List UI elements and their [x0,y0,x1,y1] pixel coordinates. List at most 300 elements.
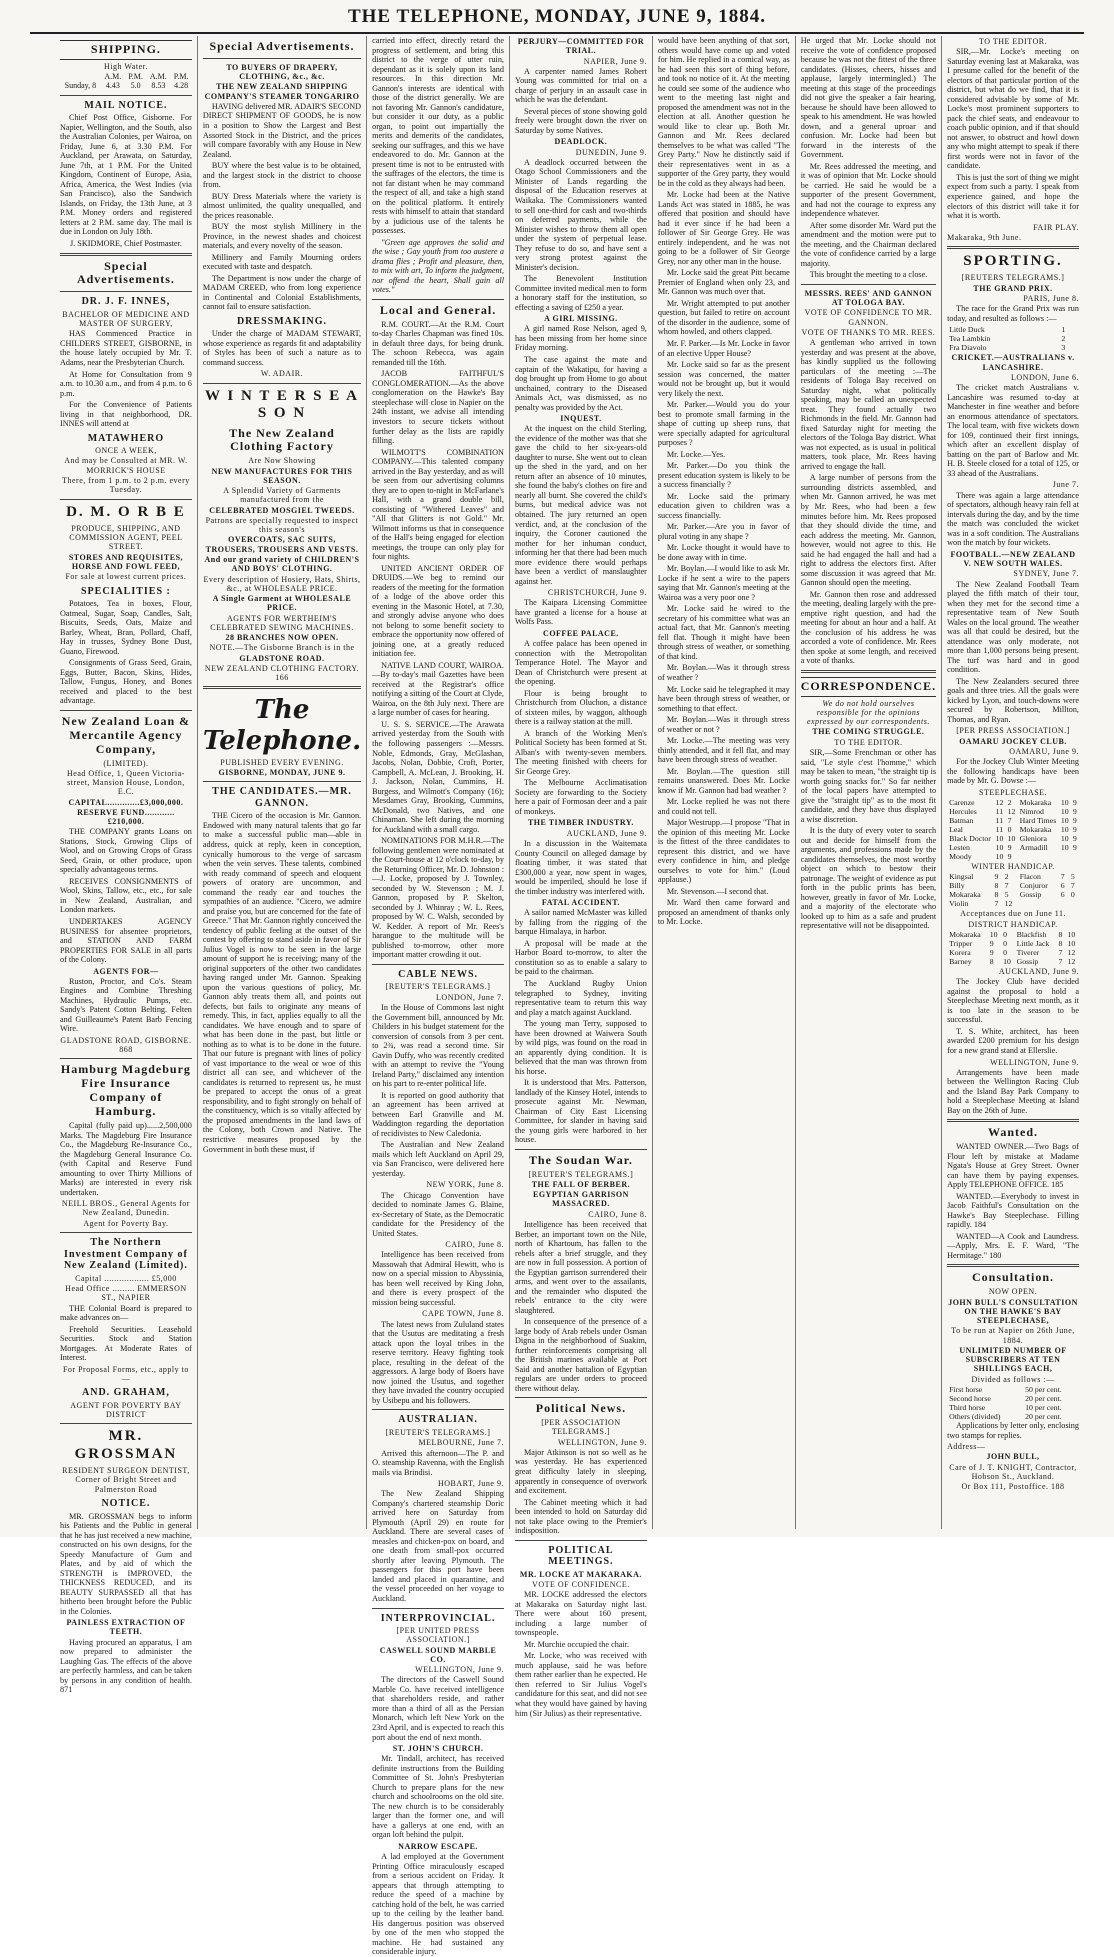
horse-name: Batman [949,815,974,825]
horse-name: Gossip [1016,957,1039,967]
grand-prix-results [947,325,1079,352]
weight-lb: 9 [1072,815,1077,825]
receives-text: RECEIVES CONSIGNMENTS of Wool, Skins, Tallow, etc., etc., for sale in New Zealand, Australian, and London markets. [60,876,192,915]
news-item: The Cabinet meeting which it had been intended to hold on Saturday did not take place owing to the Premier's indisposition. [514,1497,647,1536]
news-item: The Auckland Rugby Union telegraphed to Sydney, inviting representative team to return this way and play a match against Auckland. [514,978,647,1017]
berber-heading: THE FALL OF BERBER. [531,1179,631,1189]
cable-item: The Australian and New Zealand mails which left Auckland on April 29, via San Francisco, were delivered here yesterday. [372,1140,504,1178]
to-editor: TO THE EDITOR. [834,737,903,747]
rees-gannon-heading: MESSRS. REES' AND GANNON AT TOLOGA BAY. [804,288,933,308]
every-description: Every description of Hosiery, Hats, Shirts, &c., at WHOLESALE PRICE. [203,574,361,593]
winter-handicap-table [947,872,1079,908]
splendid-text: A Splendid Variety of Garments manufactured from the [223,486,341,505]
meeting-text: Mr. Stevenson.—I second that. [666,886,769,896]
news-item: A girl named Rose Nelson, aged 9, has been missing from her home since Friday morning. [514,324,647,353]
unlimited-subscribers: UNLIMITED NUMBER OF SUBSCRIBERS AT TEN SHILLINGS EACH, [959,1345,1067,1374]
soudan-heading: The Soudan War. [528,1152,633,1167]
meeting-text: Mr. F. Parker.—Is Mr. Locke in favor of an elective Upper House? [657,338,790,358]
news-item: The Kaipara Licensing Committee have granted a license for a house at Wolfs Pass. [514,598,647,627]
weight-lb: 9 [1072,843,1077,852]
divider [515,1540,647,1541]
steeplechase-heading: STEEPLECHASE. [979,787,1048,797]
tide-header-cell: P.M. [128,72,143,82]
weight-lb: 9 [1072,824,1077,834]
reuters-label: [REUTER'S TELEGRAMS.] [528,1169,634,1179]
weight-lb: 10 [1067,939,1076,949]
weight-st: 8 [1058,939,1063,949]
cable-item: It is reported on good authority that an agreement has been arrived at between Earl Granville and M. Waddington regarding the deportation of recidivistes to New Caledonia. [372,1090,504,1138]
table-row [947,1412,1079,1421]
cable-news-heading: CABLE NEWS. [398,968,478,980]
press-association-label: [PER PRESS ASSOCIATION.] [956,726,1070,736]
st-johns-heading: ST. JOHN'S CHURCH. [392,1744,484,1754]
now-open: NOW OPEN. [988,1287,1038,1297]
prize-label: Second horse [949,1394,991,1404]
stores-sub: For sale at lowest current prices. [65,572,187,582]
dateline: DUNEDIN, June 9. [575,147,647,157]
divided-label: Divided as follows :— [971,1374,1055,1384]
weight-st: 8 [989,957,994,967]
weight-lb: 9 [1072,806,1077,816]
dateline: June 7. [1052,480,1079,490]
weight-lb: 9 [1007,852,1012,862]
weight-lb: 5 [1004,890,1009,900]
meeting-text: Mr. Locke said so far as the present session was concerned, the matter would not be brought up, but it would very likely the next. [657,360,790,398]
meeting-text: Mr. Ward then came forward and proposed an amendment of thanks only to Mr. Locke. [657,898,790,927]
winter-handicap-heading: WINTER HANDICAP. [971,862,1055,872]
postmaster: J. SKIDMORE, Chief Postmaster. [69,239,182,248]
reuters-label: [REUTER'S TELEGRAMS.] [385,982,491,992]
wanted-ad: WANTED—A Cook and Laundress.—Apply, Mrs. E. F. Ward, "The Hermitage." 180 [947,1231,1079,1260]
special-ads-heading: Special Advertisements. [209,39,355,53]
stores-heading: STORES AND REQUISITES, HORSE AND FOWL FEED, [68,552,184,571]
high-water-label: High Water. [104,61,148,71]
weight-lb: 9 [1007,843,1012,852]
horse-name: Billy [949,881,965,891]
notice-heading: NOTICE. [101,1497,151,1509]
dateline: OAMARU, June 9. [1009,746,1079,756]
cable-item: The Chicago Convention have decided to nominate James G. Blaine, ex-Secretary of State, as the Democratic candidate for the Presidency of the United States. [372,1190,504,1238]
weight-lb: 0 [1007,824,1012,834]
graham-sub: AGENT FOR POVERTY BAY DISTRICT [70,1400,182,1420]
inquest-heading: INQUEST. [560,414,602,424]
single-garment: A Single Garment at WHOLESALE PRICE. [212,594,352,613]
weight-st: 7 [1058,957,1063,967]
buy-dress-text: BUY Dress Materials where the variety is almost unlimited, the quality unequalled, and the prices reasonable. [202,191,362,220]
prize-label: Others (divided) [949,1412,1001,1422]
timber-heading: THE TIMBER INDUSTRY. [527,818,634,828]
weight-lb: 0 [1070,890,1075,900]
editorial-quote: "Green age approves the solid and the wise ; Gay youth from too austere a drama flies ; Profit and pleasure, then, to mix with art, To inform the judgment, nor offend the heart, Shall gain all votes." [372,237,504,295]
meeting-text: Mr. Locke replied he was not there and could not tell. [657,797,790,816]
masthead: THE TELEPHONE, MONDAY, JUNE 9, 1884. [30,6,1084,34]
vote-rees-heading: VOTE OF THANKS TO MR. REES. [801,327,936,337]
having-text: HAVING delivered MR. ADAIR'S SECOND DIRECT SHIPMENT OF GOODS, he is now in a position to Show the Largest and Best Assorted Stock in the District, and the prices will compare favorably with any House in New Zealand. [202,101,362,159]
meeting-text: Mr. Murchie occupied the chair. [523,1639,630,1649]
interprovincial-item: A lad employed at the Government Printing Office miraculously escaped from a serious accident on Friday. It appears that through attempting to reduce the speed of a machine by catching hold of the belt, he was carried up to the ceiling by the leather band. His dangerous position was observed by one of the men who stopped the machine. He had sustained any considerable injury. [372,1852,504,1957]
horse-name: Conjuror [1019,881,1048,891]
reserve: RESERVE FUND............£210,000. [77,807,175,827]
tide-row [60,81,192,90]
weight-st: 9 [989,939,994,949]
undertakes-text: UNDERTAKES AGENCY BUSINESS for absentee proprietors, and STATION AND FARM PROPERTIES FOR SALE in all parts of the Colony. [60,917,192,965]
meeting-text: Mr. Locke, who was received with much applause, said he was before them rather earlier than he expected. He then referred to Sir Julius Vogel's candidature for this seat, and did not see what they would have gained by having him (Sir Julius) as their representative. [514,1651,647,1718]
weight-st: 7 [1060,872,1065,882]
nz-loan-limited: (LIMITED). [103,758,149,768]
weight-st: 10 [989,929,998,939]
sport-item: For the Jockey Club Winter Meeting the following handicaps have been made by Mr. G. Dowse :— [947,757,1079,786]
news-item: The Melbourne Acclimatisation Society are forwarding to the Society here a pair of Formosan deer and a pair of monkeys. [514,778,647,816]
news-item: Intelligence has been received that Berber, an important town on the Nile, north of Khartoum, has fallen to the rebels after a brief struggle, and they are now in full possession. A portion of the Egyptian garrison surrendered their arms, and went over to the assailants, and the remainder who disputed the rebels' entrance to the city were slaughtered. [514,1219,647,1315]
horse-name: Lesten [949,843,970,852]
horse-name: Tiverer [1016,948,1040,958]
local-item: JACOB FAITHFUL'S CONGLOMERATION.—As the above conglomeration on the Hawke's Bay steeplechase will close in Napier on the 24th instant, we advise all intending investors to secure tickets without further delay as the lists are rapidly filling. [372,369,504,446]
divider [372,1409,504,1410]
weight-st: 6 [1060,881,1065,891]
meeting-text: Mr. Parker.—Would you do your best to promote small farming in the shape of cutting up sheep runs, that were specially adapted for agricultural purposes ? [657,400,790,448]
weight-lb: 2 [1007,797,1012,807]
graham-name: AND. GRAHAM, [82,1387,170,1399]
grossman-sub: RESIDENT SURGEON DENTIST, Corner of Bright Street and Palmerston Road [62,1466,190,1494]
hamburg-agents: NEILL BROS., General Agents for New Zealand, Dunedin. [61,1199,190,1218]
nz-clothing-factory: NEW ZEALAND CLOTHING FACTORY. 166 [204,663,360,683]
divider [60,1058,192,1059]
letter-text: SIR,—Mr. Locke's meeting on Saturday evening last at Makaraka, was I presume called for the benefit of the electors of that particular portion of the district, but what do we find, that it is considered advisable by some of Mr. Locke's most prominent supporters to pack the chief seats, and endeavour to coach public opinion, and if that should not answer, to obstruct and howl down any who might attempt to speak if there first words were not in favor of the candidate. [947,47,1079,171]
weight-st: 11 [995,824,1004,834]
letter-text: SIR,—Some Frenchman or other has said, "Le style c'est l'homme," which may be taken to mean, "the straight tip is worth going snacks for." So far neither of the local papers have attempted to give the "straight tip" as to the most fit candidate, and they have thus displayed a wise discretion. [800,747,937,824]
dmorbe-title: D. M. O R B E [66,503,186,520]
weight-lb: 10 [1003,957,1011,967]
tologa-text: Mr. Gannon then rose and addressed the meeting, dealing largely with the pre-emptive right question, and had the meeting for about an hour and a half. At the conclusion of his address he was accorded a vote of confidence. Mr. Rees then spoke at some length, and received a vote of thanks. [800,589,937,666]
local-item: NATIVE LAND COURT, WAIROA.—By to-day's mail Gazettes have been received at the Registrar's office notifying a sitting of the Court at Clyde, Wairoa, on the 8th July next. There are a large number of cases for hearing. [372,660,504,718]
department-text: The Department is now under the charge of MADAM CREED, who from long experience in Continental and Colonial Establishments, cannot fail to ensure satisfaction. [202,273,362,312]
sport-item: The Jockey Club have decided against the proposal to hold a Steeplechase Meeting next month, as it is too late in the season to be successful. [947,977,1079,1025]
nz-loan-text: THE COMPANY grants Loans on Stations, Stock, Growing Clips of Wool, and on Growing Crops of Grass Seed, Grain, or other produce, upon specially advantageous terms. [60,827,192,875]
divider [372,964,504,965]
meeting-text: Mr. Locke had been at the Native Lands Act was stated in 1885, he was offered that position and should have had it ever since if he had been a follower of Sir George Grey. He was entirely independent, and he was not going to be a follower of Sir George Grey, nor any other man in the house. [657,190,790,266]
painless-text: Having procured an apparatus, I am now prepared to administer the Laughing Gas. The effects of the above are perfectly harmless, and can be taken by persons in any condition of health. 871 [60,1637,192,1695]
divider [947,1119,1079,1122]
wanted-ad: WANTED.—Everybody to invest in Jacob Faithful's Consultation on the Hawke's Bay Steeplechase. Filling rapidly. 184 [947,1191,1079,1230]
meeting-text: Mr. Locke.—The meeting was very thinly attended, and it fell flat, and may have been through stress of weather. [657,736,790,765]
dateline: WELLINGTON, June 9. [990,1057,1079,1067]
sport-item: The cricket match Australians v. Lancashire was resumed to-day at Manchester in fine weather and before an enormous attendance of spectators. The local team, with five wickets down for 109, continued their first innings, which after an excellent display of batting on the part of Barlow and Mr. H. B. Steele closed for a total of 125, or 33 ahead of the Australians. [947,383,1079,478]
table-row [947,343,1079,352]
dateline: LONDON, June 6. [1011,372,1079,382]
news-item: It is understood that Mrs. Patterson, landlady of the Kinsey Hotel, intends to prosecute against Mr. Newman, Chairman of City East Licensing Committee, for slander in having said the young girls were harbored in her house. [514,1078,647,1145]
acceptances: Acceptances due on June 11. [960,909,1066,919]
news-item: Major Atkinson is not so well as he was yesterday. He has experienced great difficulty lately in sleeping, apparently in consequence of overwork and excitement. [514,1447,647,1496]
weight-st: 10 [995,852,1004,862]
interprovincial-heading: INTERPROVINCIAL. [380,1612,496,1624]
meeting-text: He urged that Mr. Locke should not receive the vote of confidence proposed because he was not the fittest of the three candidates. (Hisses, cheers, hisses and applause, largely intermingled.) The meeting at this stage of the proceedings did not give the speaker a fair hearing, because he should have been allowed to speak to his amendment. He was howled down, and a general uproar and confusion. Mr. Locke had been but forward in the interests of the Government. [800,36,937,160]
dateline: CAIRO, June 8. [445,1240,504,1250]
columns [55,36,1084,1957]
clothing-factory-title: The New Zealand Clothing Factory [229,425,335,454]
weight-st: 10 [1060,815,1069,825]
weight-st: 11 [995,815,1004,825]
table-row [947,325,1079,334]
divider [203,58,361,59]
dateline: SYDNEY, June 7. [1013,569,1079,579]
horse-name: Kingsal [949,872,974,882]
horse-name: Nimrod [1019,806,1044,816]
australian-item: Arrived this afternoon—The P. and O. steamship Ravenna, with the English mails via Brindisi. [372,1448,504,1477]
grand-prix-heading: THE GRAND PRIX. [973,283,1053,293]
sport-item: There was again a large attendance of spectators, although heavy rain fell at intervals during the day, and by the time the match was concluded the wicket was in a soft condition. The Australians won the match by four wickets. [947,490,1079,548]
northern-office: Head Office ......... EMMERSON ST., NAPIER [65,1284,187,1303]
to-editor: TO THE EDITOR. [978,37,1048,46]
weight-lb: 0 [1003,929,1008,939]
divider [801,284,936,285]
mail-notice-heading: MAIL NOTICE. [84,99,168,111]
buy-where-text: BUY where the best value is to be obtained, and the largest stock in the district to choose from. [202,161,362,190]
table-row [947,872,1079,881]
meeting-text: Mr. Rees addressed the meeting, and it was of opinion that Mr. Locke should be carried. He said he would be a supporter of the present Government, and had not the courage to express any independence whatever. [800,161,937,219]
news-item: A coffee palace has been opened in connection with the Metropolitan Temperance Hotel. The Mayor and Dean of Christchurch were present at the opening. [514,639,647,687]
table-row [947,816,1079,825]
divider [203,686,361,689]
mail-notice-text: Chief Post Office, Gisborne. For Napier, Wellington, and the South, also the Australian Colonies, per Wairoa, on Friday, June 6, at 3.30 P.M. For Auckland, per Arawata, on Saturday, June 7th, at 1 P.M. For the United Kingdom, Continent of Europe, Asia, Africa, America, the West Indies (via San Francisco), also the Sandwich Islands, on Friday, the 13th June, at 3 P.M. Money orders and registered letters at 2 P.M. same day. The mail is due in London on July 18th. [60,113,192,237]
weight-lb: 7 [1070,881,1075,891]
table-row [947,843,1079,852]
narrow-escape-heading: NARROW ESCAPE. [398,1841,478,1851]
po-box: Or Box 111, Postoffice. 188 [961,1482,1065,1492]
placing: 1 [1061,325,1066,335]
horse-name: Little Jack [1016,939,1050,949]
local-item: U. S. S. SERVICE.—The Arawata arrived yesterday from the South with the following passengers :—Messrs. Noble, Edmonds, Gray, McGlashan, Jacobs, Nolan, Dobbie, Croft, Porter, Campbell, A. McLean, J. Brooking, H. J. Jackson, Nolan, Cummins, H. Burgess, and Wilmott's Company (16); Mesdames Gray, Brooking, Cummins, McDonald, two Natives, and one Chinaman. She left during the morning for Auckland with a small cargo. [372,719,504,834]
news-item: The Benevolent Institution Committee invited medical men to form a honorary staff for the institution, so effecting a saving of £250 a year. [514,274,647,312]
divider [801,670,936,673]
reuters-label: [REUTERS TELEGRAMS.] [961,273,1065,283]
date-line: GISBORNE, MONDAY, JUNE 9. [218,768,346,777]
weight-st: 10 [995,833,1004,843]
dateline: WELLINGTON, June 9. [415,1665,504,1675]
coffee-palace-heading: COFFEE PALACE. [543,628,619,638]
interprovincial-item: Mr. Tindall, architect, has received definite instructions from the Building Committee of St. John's Presbyterian Church to prepare plans for the new church and schoolrooms on the old site. The new church is to be considerably larger than the former one, and will have a gallerys at one end, with an organ loft behind the pulpit. [372,1754,504,1840]
meeting-text: This brought the meeting to a close. [809,270,928,280]
dateline: NEW YORK, June 8. [426,1180,504,1190]
weight-lb: 12 [1067,948,1076,958]
dateline: HOBART, June 9. [438,1479,504,1489]
fatal-heading: FATAL ACCIDENT. [541,898,620,908]
sporting-heading: SPORTING. [963,253,1063,270]
dateline: CAPE TOWN, June 8. [422,1309,504,1319]
horse-name: Hercules [949,806,977,816]
table-row [947,1403,1079,1412]
weight-st: 8 [994,890,999,900]
divider [60,1423,192,1424]
address-label: Address— [947,1442,986,1452]
colonial-items: Freehold Securities. Leasehold Securities. Stock and Station Mortgages. At Moderate Rates of Interest. [60,1324,192,1363]
column-6 [796,36,942,1529]
prize-value: 50 per cent. [1025,1385,1062,1394]
sport-item: Arrangements have been made between the Wellington Racing Club and the Island Bay Park Company to hold a Steeplechase Meeting at Island Bay on the 26th of June. [947,1067,1079,1115]
egyptian-heading: EGYPTIAN GARRISON MASSACRED. [533,1190,629,1209]
news-item: The case against the mate and captain of the Wakatipu, for having a dog brought up from Home to go about unchained, contrary to the Diseased Animals Act, was dismissed, as no penalty was provided by the Act. [514,355,647,412]
tide-cell: 4.43 [105,81,120,91]
news-item: A branch of the Working Men's Political Society has been formed at St. Alban's with twenty-seven members. The meeting finished with cheers for Sir George Grey. [514,728,647,776]
horse-name: Mokaraka [1019,824,1052,834]
weight-st: 12 [995,797,1004,807]
news-item: A carpenter named James Robert Young was committed for trial on a charge of perjury in an assault case in which he was the defendant. [514,66,647,105]
hamburg-text: Capital (fully paid up)......2,500,000 Marks. The Magdeburg Fire Insurance Co., the Magdeburg Re-Insurance Co., the Magdeburg General Insurance Co. (with Capital and Reserve Fund amounting to over Thirty Millions of Marks) are interested in every risk undertaken. [60,1121,192,1197]
mosgiel-tweeds: CELEBRATED MOSGIEL TWEEDS. [209,505,355,515]
gladstone-road: GLADSTONE ROAD, GISBORNE. 868 [60,1035,192,1055]
horse-name: Korera [949,948,971,958]
childrens-clothing: And our grand variety of CHILDREN'S AND BOYS' CLOTHING. [204,554,360,574]
dressmaking-text: Under the charge of MADAM STEWART, whose experience as regards fit and adaptability of Styles has been of such a nature as to command success. [202,329,362,367]
weight-lb: 10 [1067,929,1076,939]
note-gisborne: NOTE.—The Gisborne Branch is in the [209,643,355,653]
horse-name: Flacon [1019,872,1041,882]
press-association-label: [PER UNITED PRESS ASSOCIATION.] [396,1626,480,1645]
weight-st: 6 [1060,890,1065,900]
tide-table [60,72,192,91]
divider [60,499,192,500]
column-2 [198,36,367,1529]
weight-st: 10 [1060,833,1069,843]
editorial-continued: carried into effect, directly retard the progress of settlement, and bring this district to the verge of utter ruin, dependant as it is solely upon its land resources. In this direction Mr. Gannon's interests are identical with those of the district generally. We are not favoring Mr. Gannon's candidature, but consider it our duty, as a public organ, to point out impartially the merits and demerits of the candidates, seeking our suffrages, and this we have endeavored to do. Mr. Gannon at the present time is not to be entrusted with the suffrages of the electors, the time is not far distant when he may command the respect of all, and take a high stand on the political platform. It entirely rests with himself to attain that standard by a judicious use of the talents he possesses. [372,36,504,236]
column-4 [510,36,653,1718]
deadlock-heading: DEADLOCK. [554,137,608,147]
divider [372,1608,504,1609]
new-manufactures: NEW MANUFACTURES FOR THIS SEASON. [211,466,353,485]
dateline: AUCKLAND, June 9. [566,828,647,838]
oamaru-heading: OAMARU JOCKEY CLUB. [959,736,1067,746]
weight-lb: 12 [1007,806,1016,816]
tide-cell: Sunday, 8 [64,81,97,91]
news-item: A proposal will be made at the Harbor Board to-morrow, to alter the constitution so as to enable a salary to be paid to the chairman. [514,938,647,977]
divider [515,1149,647,1150]
meeting-text: Mr. Locke said he wired to the secretary of his committee what was an actual fact, that Mr. Gannon's meeting fell flat. Though it might have been through stress of weather, or something of that kind. [657,604,790,661]
divider [60,291,192,292]
table-row [947,852,1079,861]
dateline: CAIRO, June 8. [588,1209,647,1219]
dateline: MELBOURNE, June 7. [418,1438,504,1448]
horse-name: Leal [949,824,963,834]
meeting-text: MR. LOCKE addressed the electors at Makaraka on Saturday night last. There were about 160 present, including a large number of townspeople. [514,1590,647,1638]
nz-loan-office: Head Office, 1, Queen Victoria-street, Mansion House, London, E.C. [67,768,185,797]
horse-name: Barney [949,957,972,967]
weight-lb: 10 [1007,833,1016,843]
correspondence-heading: CORRESPONDENCE. [801,677,936,697]
political-heading: Political News. [535,1401,627,1416]
millinery-text: Millinery and Family Mourning orders executed with taste and despatch. [202,252,362,272]
colonial-text: THE Colonial Board is prepared to make advances on— [60,1303,192,1323]
innes-text: HAS Commenced Practice in CHILDERS STREET, GISBORNE, in the house lately occupied by Mr. T. Adams, near the Presbyterian Church. [60,329,192,367]
table-row [947,798,1079,807]
tologa-text: A gentleman who arrived in town yesterday and was present at the above, has kindly supplied us the following particulars of the meeting :—The residents of Tologa Bay received on Saturday night, what politically speaking, may be called an unexpected treat. They found actually two Richmonds in the field. Mr. Gannon had fixed Saturday night for meeting the electors of the Tologa Bay district. What was not expected, as is usual in political matters, took place, Mr. Rees having arrived to engage the hall. [800,338,937,471]
hamburg-agent: Agent for Poverty Bay. [83,1218,169,1228]
patrons-text: Patrons are specially requested to inspect this season's [205,515,359,535]
news-item: The young man Terry, supposed to have been drowned at Waiwera South by wild pigs, was found on the road in an apparently dying condition. It is believed that the man was thrown from his horse. [514,1019,647,1076]
meeting-text: Mr. Boylan.—The question still remains unanswered. Does Mr. Locke know if Mr. Gannon had bad weather ? [657,766,790,795]
shipping-heading: SHIPPING. [60,40,192,60]
telephone-logo: The Telephone. [202,695,362,756]
proposal-text: For Proposal Forms, etc., apply to— [62,1364,189,1383]
innes-title: BACHELOR OF MEDICINE AND MASTER OF SURGERY, [62,309,190,329]
winter-season: W I N T E R S E A S O N [204,387,360,422]
divider [947,1264,1079,1267]
overcoats: OVERCOATS, SAC SUITS, TROUSERS, TROUSERS AND VESTS. [205,535,359,554]
wanted-heading: Wanted. [988,1125,1039,1140]
tide-header-row [60,72,192,81]
dateline: LONDON, June 7. [436,992,504,1002]
meeting-text: Major Westrupp.—I propose "That in the opinion of this meeting Mr. Locke is the fittest of the three candidates to represent this district, and we have every confidence in him, and pledge ourselves to vote for him." (Loud applause.) [657,818,790,885]
divider [60,710,192,711]
table-row [947,948,1079,957]
divider [372,299,504,300]
horse-name: Black Doctor [949,833,991,843]
weight-st: 11 [995,806,1004,816]
column-1 [55,36,198,1695]
painless-heading: PAINLESS EXTRACTION OF TEETH. [66,1618,186,1637]
prize-value: 20 per cent. [1025,1394,1062,1404]
table-row [947,834,1079,843]
cricket-heading: CRICKET.—AUSTRALIANS v. LANCASHIRE. [951,353,1075,372]
girl-missing-heading: A GIRL MISSING. [544,314,618,324]
caswell-heading: CASWELL SOUND MARBLE CO. [379,1645,497,1664]
sport-item: The New Zealand Football Team played the fifth match of their tour, when they met for the second time a representative team of New South Wales on the local ground. The weather was all that could be desired, but the attendance was only moderate, not more than 1,000 persons being present. The turf was hard and in good condition. [947,579,1079,675]
capital: CAPITAL.............£3,000,000. [68,797,184,807]
tide-header-cell [60,72,101,81]
news-item: Several pieces of stone showing gold freely were brought down the river on Saturday by some Natives. [514,106,647,135]
matawhero-text: For the Convenience of Patients living in that neighborhood, DR. INNES will attend at [60,400,192,429]
dateline: AUCKLAND, June 9. [998,967,1079,977]
tide-header-cell: P.M. [173,72,189,82]
tide-header-cell: A.M. [104,72,122,82]
weight-lb: 0 [1003,939,1008,949]
local-item: WILMOTT'S COMBINATION COMPANY.—This talented company arrived in the Bay yesterday, and as will be seen from our advertising columns they are to open to-night in McFarlane's Hall, with a grand double bill, consisting of "Withered Leaves" and "All that Glitters is not Gold." Mr. Wilmott informs us that in consequence of the Hall's being engaged for election meetings, the troupe can only play for four nights. [372,447,504,562]
news-item: At the inquest on the child Sterling, the evidence of the mother was that she gave the child to her six-years-old daughter to nurse. She went out to clean up the shed in the yard, and on her return after an absence of 10 minutes, she found the baby's clothes on fire and nearly all burnt. She covered the child's burns, but medical advice was not obtained. The jury returned an open verdict, and, at the conclusion of the inquiry, the Coroner cautioned the mother for her inhuman conduct, informing her that there had been much more evidence there would perhaps have been a verdict of manslaughter against her. [514,424,647,586]
meeting-text: After some disorder Mr. Ward put the amendment and the motion were put to the meeting, and the Chairman declared the vote of confidence carried by a large majority. [800,220,937,268]
cable-item: The latest news from Zululand states that the Usutus are meditating a fresh attack upon the loyal tribes in the reserve territory. Heavy fighting took place, resulting in the defeat of the aggressors. A large body of Boers have now joined the Usutus, and together they have invaded the country occupied by Usibepu and his followers. [372,1319,504,1405]
horse-name: Mokaraka [949,929,981,939]
weight-lb: 7 [1007,815,1012,825]
meeting-text: Mr. Wright attempted to put another question, but failed to retire on account of the disorder in the audience, some of whom howled, and others clapped. [657,298,790,337]
agents-wertheim: AGENTS FOR WERTHEIM'S CELEBRATED SEWING MACHINES. [210,613,354,632]
weight-st: 10 [1060,824,1069,834]
table-row [947,890,1079,899]
weight-lb: 7 [1004,881,1009,891]
weight-st: 8 [1058,929,1063,939]
news-item: A sailor named McMaster was killed by falling from the rigging of the barque Himalaya, in harbor. [514,908,647,937]
prize-label: Third horse [949,1403,986,1413]
weight-st: 10 [995,843,1004,852]
horse-name: Mokaraka [1019,797,1052,807]
news-item: In consequence of the presence of a large body of Arab rebels under Osman Digna in the neighborhood of Suakim, further reinforcements comprising all the British marines available at Port Said and another battalion of Egyptian regulars are under orders to proceed there without delay. [514,1317,647,1393]
divider [60,95,192,96]
run-date: To be run at Napier on 26th June, 1884. [951,1326,1075,1345]
morrick-house: And may be Consulted at MR. W. MORRICK'S HOUSE [64,456,188,475]
tide-cell: 8.53 [151,81,166,91]
letter-text: This is just the sort of thing we might expect from such a party. I speak from experience gained, and hope the electors of this district will take it for what it is worth. [947,172,1079,221]
steeplechase-table [947,798,1079,861]
innes-name: DR. J. F. INNES, [81,296,171,308]
district-handicap-heading: DISTRICT HANDICAP. [968,919,1058,929]
table-row [947,939,1079,948]
divider [60,1232,192,1233]
local-item: R.M. COURT.—At the R.M. Court to-day Charles Chapman was fined 10s. in default three days, for being drunk. The schoon Rebecca, was again remanded till the 16th. [372,319,504,367]
specialities-heading: SPECIALITIES : [81,585,171,597]
weight-st: 10 [1060,797,1069,807]
locke-makaraka-heading: MR. LOCKE AT MAKARAKA. [519,1569,642,1579]
specialities-text: Potatoes, Tea in boxes, Flour, Oatmeal, Sugar, Soap, Candles, Salt, Biscuits, Seeds, Oats, Maize and Barley, Wheat, Bran, Pollard, Chaff, Hay in trusses, Sydney Bone Dust, Guano, Firewood. [60,599,192,656]
dateline: CHRISTCHURCH, June 9. [547,588,647,598]
divider [515,1397,647,1398]
agents-text: Ruston, Proctor, and Co's. Steam Engines and Combine Threshing Machines, Hydraulic Pumps, etc. Sandy's Patent Cotton Belting. Felten and Guilleaume's Patent Barb Fencing Wire. [60,976,192,1034]
